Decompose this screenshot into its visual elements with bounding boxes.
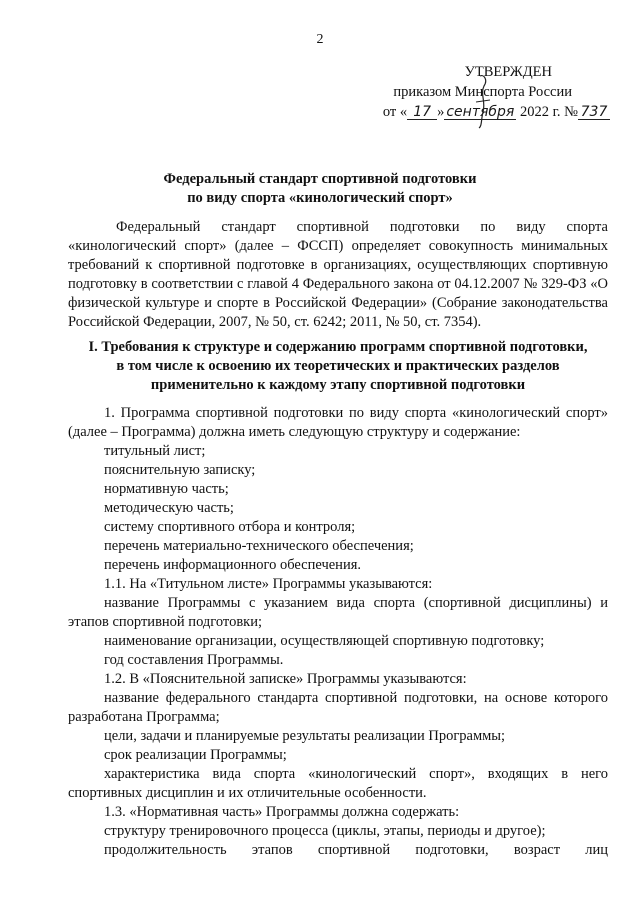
list-item: название Программы с указанием вида спорта (спортивной дисциплины) и этапов спортивной подготовки;	[68, 595, 608, 630]
section-1-line-3: применительно к каждому этапу спортивной подготовки	[150, 377, 526, 393]
signature-mark	[470, 72, 496, 130]
list-item: титульный лист;	[104, 443, 206, 459]
paragraph-1-1: 1.1. На «Титульном листе» Программы указываются:	[104, 576, 433, 592]
list-item: перечень материально-технического обеспечения;	[104, 538, 414, 554]
handwritten-month: сентября	[446, 104, 515, 120]
list-item: продолжительность этапов спортивной подготовки, возраст лиц	[104, 842, 608, 858]
list-item: название федерального стандарта спортивной подготовки, на основе которого разработана Программа;	[68, 690, 608, 725]
section-1-title	[68, 338, 608, 395]
list-item: характеристика вида спорта «кинологический спорт», входящих в него спортивных дисциплин и их отличительные особенности.	[68, 766, 608, 801]
list-item: срок реализации Программы;	[104, 747, 287, 763]
paragraph-1-3: 1.3. «Нормативная часть» Программы должна содержать:	[104, 804, 460, 820]
paragraph-1: 1. Программа спортивной подготовки по виду спорта «кинологический спорт» (далее – Программа) должна иметь следующую структуру и содержание:	[68, 405, 608, 440]
paragraph-1-2: 1.2. В «Пояснительной записке» Программы указываются:	[104, 671, 467, 687]
list-item: год составления Программы.	[104, 652, 284, 668]
title-line-1: Федеральный стандарт спортивной подготовки	[163, 171, 477, 187]
list-item: нормативную часть;	[104, 481, 229, 497]
date-mid: »	[437, 104, 445, 120]
date-prefix: от «	[382, 104, 408, 120]
body-text	[68, 404, 608, 860]
document-title	[0, 170, 640, 208]
date-year: 2022 г. №	[516, 104, 578, 120]
list-item: систему спортивного отбора и контроля;	[104, 519, 356, 535]
intro-paragraph: Федеральный стандарт спортивной подготовки по виду спорта «кинологический спорт» (далее – ФССП) определяет совокупность минимальных требований к спортивной подготовке в организациях, осуществляющих спортивную подготовку в соответствии с главой 4 Федерального закона от 04.12.2007 № 329-ФЗ «О физической культуре и спорте в Российской Федерации» (Собрание законодательства Российской Федерации, 2007, № 50, ст. 6242; 2011, № 50, ст. 7354).	[68, 219, 608, 330]
list-item: пояснительную записку;	[104, 462, 256, 478]
list-item: наименование организации, осуществляющей спортивную подготовку;	[104, 633, 545, 649]
page-number: 2	[316, 32, 324, 47]
list-item: перечень информационного обеспечения.	[104, 557, 361, 573]
section-1-line-2: в том числе к освоению их теоретических и практических разделов	[116, 358, 560, 374]
section-1-line-1: I. Требования к структуре и содержанию программ спортивной подготовки,	[88, 339, 588, 355]
handwritten-order-number: 737	[578, 105, 610, 120]
handwritten-day: 17	[407, 105, 437, 120]
title-line-2: по виду спорта «кинологический спорт»	[187, 190, 453, 206]
list-item: структуру тренировочного процесса (циклы, этапы, периоды и другое);	[104, 823, 546, 839]
list-item: цели, задачи и планируемые результаты реализации Программы;	[104, 728, 506, 744]
approval-order-line: приказом Минспорта России	[393, 84, 572, 100]
approval-heading: УТВЕРЖДЕН	[464, 64, 552, 80]
list-item: методическую часть;	[104, 500, 234, 516]
